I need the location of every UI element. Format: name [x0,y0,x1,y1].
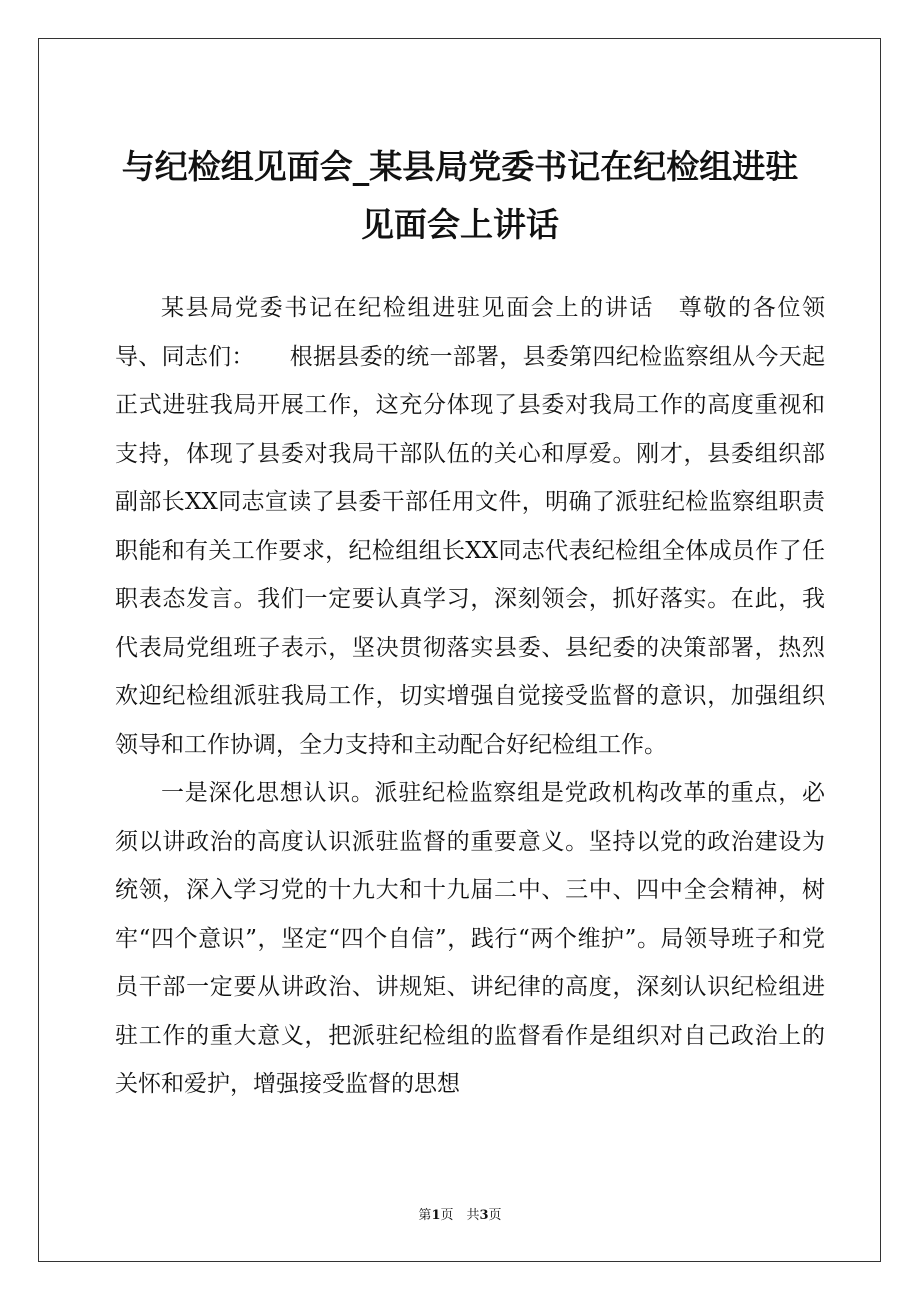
footer-page-prefix: 第 [418,1208,432,1223]
title-line-1: 与纪检组见面会_某县局党委书记在纪检组进驻 [121,147,799,186]
paragraph-2-text: 一是深化思想认识。派驻纪检监察组是党政机构改革的重点，必须以讲政治的高度认识派驻监督的重要意义。坚持以党的政治建设为统领，深入学习党的十九大和十九届二中、三中、四中全会精神，树牢“四个意识”，坚定“四个自信”，践行“两个维护”。局领导班子和党员干部一定要从讲政治、讲规矩、讲纪律的高度，深刻认识纪检组进驻工作的重大意义，把派驻纪检组的监督看作是组织对自己政治上的关怀和爱护，增强接受监督的思想 [115,780,825,1097]
paragraph-1-text: 某县局党委书记在纪检组进驻见面会上的讲话 尊敬的各位领导、同志们： 根据县委的统一部署，县委第四纪检监察组从今天起正式进驻我局开展工作，这充分体现了县委对我局工作的高度重视和支持，体现了县委对我局干部队伍的关心和厚爱。刚才，县委组织部副部长XX同志宣读了县委干部任用文件，明确了派驻纪检监察组职责职能和有关工作要求，纪检组组长XX同志代表纪检组全体成员作了任职表态发言。我们一定要认真学习，深刻领会，抓好落实。在此，我代表局党组班子表示，坚决贯彻落实县委、县纪委的决策部署，热烈欢迎纪检组派驻我局工作，切实增强自觉接受监督的意识，加强组织领导和工作协调，全力支持和主动配合好纪检组工作。 [115,295,825,758]
footer-page-current: 1 [431,1208,441,1223]
paragraph-2 [115,769,825,1109]
footer-page-suffix: 页 [488,1208,502,1223]
document-title [60,138,860,254]
document-body [115,284,825,1109]
footer-page-mid: 页 共 [440,1208,480,1223]
title-line-2: 见面会上讲话 [361,205,559,244]
paragraph-1 [115,284,825,769]
footer-page-total: 3 [479,1208,489,1223]
page-footer [0,1207,920,1225]
